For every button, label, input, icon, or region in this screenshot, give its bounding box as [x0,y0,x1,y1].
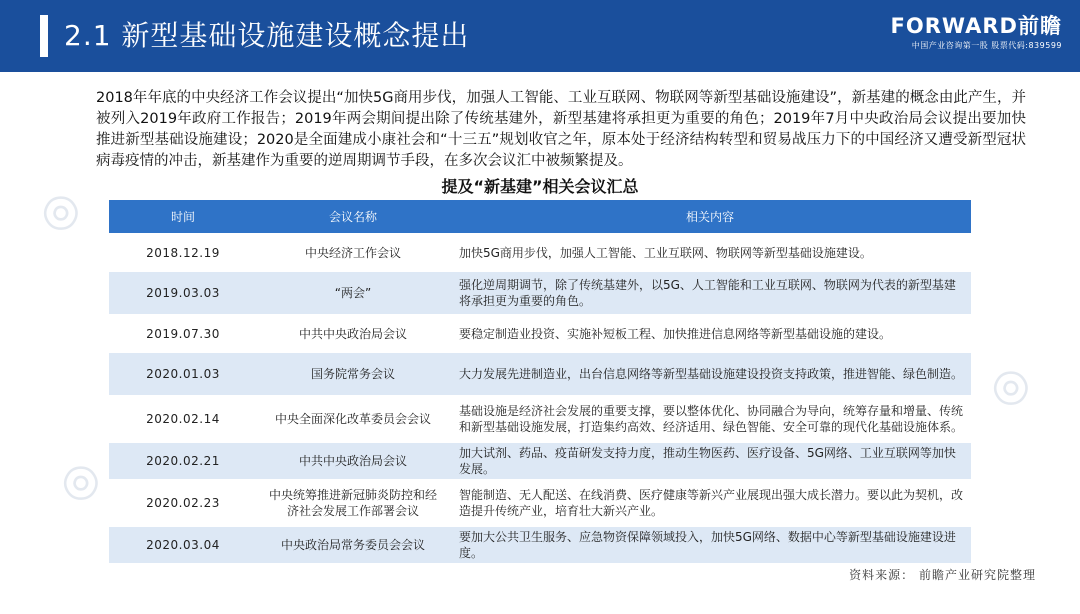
table-header-row [109,200,971,233]
row-meeting: 国务院常务会议 [257,353,449,395]
row-date: 2020.01.03 [109,353,257,395]
row-date: 2020.03.04 [109,527,257,563]
row-content: 智能制造、无人配送、在线消费、医疗健康等新兴产业展现出强大成长潜力。要以此为契机，改造提升传统产业，培育壮大新兴产业。 [449,482,971,524]
meetings-table [109,197,971,566]
row-meeting: 中央全面深化改革委员会会议 [257,398,449,440]
source-note: 资料来源： 前瞻产业研究院整理 [849,568,1036,582]
row-content: 加大试剂、药品、疫苗研发支持力度，推动生物医药、医疗设备、5G网络、工业互联网等加快发展。 [449,443,971,479]
table-row [109,236,971,269]
table-row [109,527,971,563]
row-content: 基础设施是经济社会发展的重要支撑，要以整体优化、协同融合为导向，统筹存量和增量、传统和新型基础设施发展，打造集约高效、经济适用、绿色智能、安全可靠的现代化基础设施体系。 [449,398,971,440]
row-meeting: 中央政治局常务委员会会议 [257,527,449,563]
table-row [109,398,971,440]
logo-tagline: 中国产业咨询第一股 股票代码:839599 [911,41,1062,50]
row-content: 要加大公共卫生服务、应急物资保障领域投入，加快5G网络、数据中心等新型基础设施建设进度。 [449,527,971,563]
row-content: 大力发展先进制造业，出台信息网络等新型基础设施建设投资支持政策，推进智能、绿色制造。 [449,353,971,395]
watermark-icon: ◎ [979,353,1040,418]
row-date: 2020.02.23 [109,482,257,524]
row-date: 2020.02.21 [109,443,257,479]
row-content: 强化逆周期调节，除了传统基建外，以5G、人工智能和工业互联网、物联网为代表的新型基建将承担更为重要的角色。 [449,272,971,314]
row-date: 2020.02.14 [109,398,257,440]
row-meeting: 中共中央政治局会议 [257,317,449,350]
row-content: 加快5G商用步伐，加强人工智能、工业互联网、物联网等新型基础设施建设。 [449,236,971,269]
row-meeting: 中央经济工作会议 [257,236,449,269]
table-row [109,482,971,524]
table-row [109,317,971,350]
logo-name: FORWARD前瞻 [890,14,1062,38]
header-banner [0,0,1080,72]
header-accent-bar [40,15,48,57]
slide-title: 2.1 新型基础设施建设概念提出 [64,19,470,52]
watermark-icon: ◎ [49,448,110,513]
row-meeting: 中共中央政治局会议 [257,443,449,479]
forward-logo [891,14,1062,52]
row-date: 2019.03.03 [109,272,257,314]
row-content: 要稳定制造业投资、实施补短板工程、加快推进信息网络等新型基础设施的建设。 [449,317,971,350]
watermark-icon: ◎ [29,178,90,243]
column-header-time: 时间 [109,200,257,233]
row-meeting: “两会” [257,272,449,314]
table-row [109,353,971,395]
table-title: 提及“新基建”相关会议汇总 [441,177,639,196]
row-date: 2019.07.30 [109,317,257,350]
row-meeting: 中央统筹推进新冠肺炎防控和经济社会发展工作部署会议 [257,482,449,524]
column-header-content: 相关内容 [449,200,971,233]
table-row [109,443,971,479]
row-date: 2018.12.19 [109,236,257,269]
column-header-meeting: 会议名称 [257,200,449,233]
intro-paragraph: 2018年年底的中央经济工作会议提出“加快5G商用步伐，加强人工智能、工业互联网、物联网等新型基础设施建设”，新基建的概念由此产生，并被列入2019年政府工作报告；2019年两会期间提出除了传统基建外，新型基建将承担更为重要的角色；2019年7月中央政治局会议提出要加快推进新型基础设施建设；2020是全面建成小康社会和“十三五”规划收官之年，原本处于经济结构转型和贸易战压力下的中国经济又遭受新型冠状病毒疫情的冲击，新基建作为重要的逆周期调节手段，在多次会议汇中被频繁提及。 [96,90,1026,169]
table-row [109,272,971,314]
